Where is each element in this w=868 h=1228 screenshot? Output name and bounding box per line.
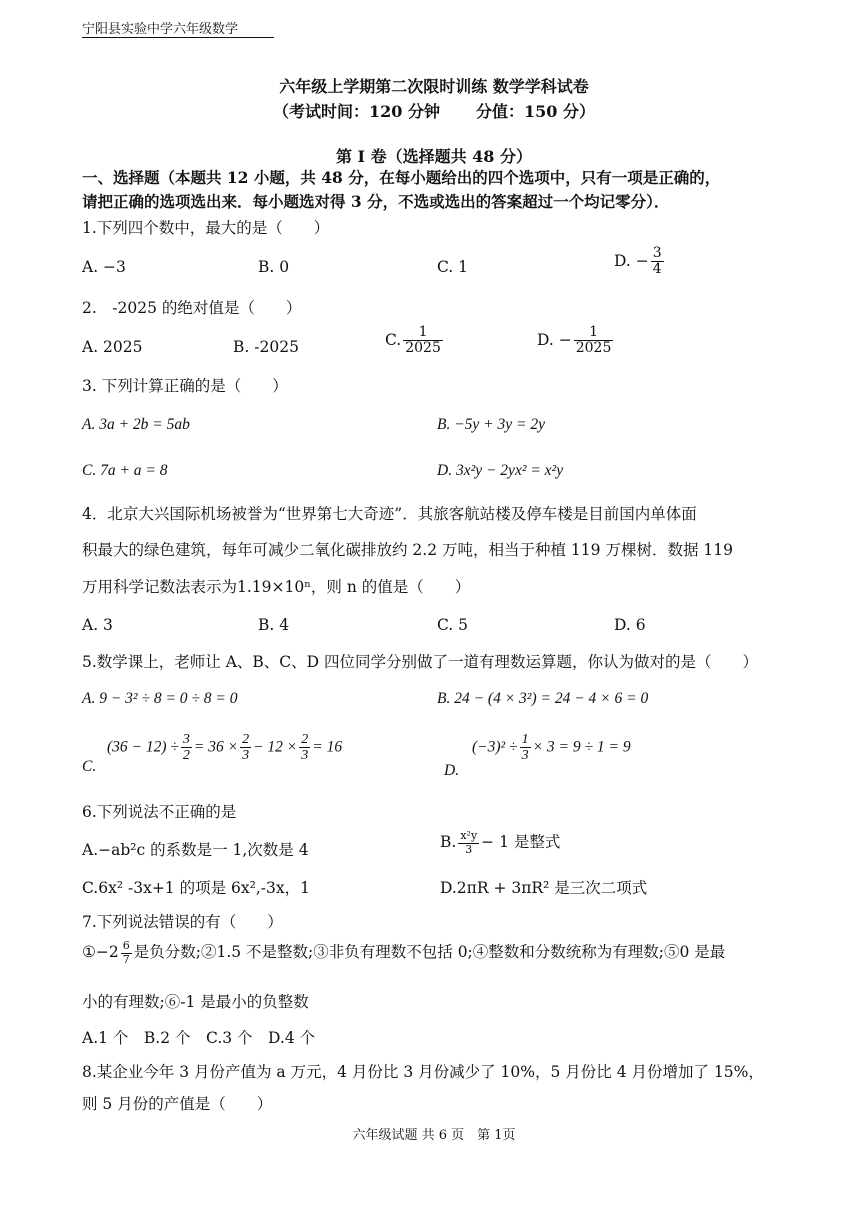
q5-option-c-fraction-2 bbox=[240, 732, 251, 764]
q7-statement-1-fraction bbox=[121, 940, 132, 965]
q5-option-c-fraction-3-den: 3 bbox=[301, 748, 309, 764]
q1-option-b: B. 0 bbox=[258, 258, 290, 276]
q5-option-c-part-3: − 12 × bbox=[253, 738, 298, 756]
q6-option-b-denominator: 3 bbox=[465, 842, 473, 856]
q5-option-c-fraction-2-den: 3 bbox=[242, 748, 250, 764]
q8-line-2: 则 5 月份的产值是（ ） bbox=[82, 1095, 273, 1113]
q2-stem: 2. -2025 的绝对值是（ ） bbox=[82, 299, 302, 317]
q1-option-d-numerator: 3 bbox=[652, 245, 662, 261]
q5-option-c bbox=[107, 732, 342, 764]
q7-statements-line-2: 小的有理数;⑥-1 是最小的负整数 bbox=[82, 993, 309, 1011]
q5-option-c-fraction-1 bbox=[181, 732, 192, 764]
q6-option-b-numerator: x²y bbox=[460, 829, 478, 843]
q7-stem: 7.下列说法错误的有（ ） bbox=[82, 913, 283, 931]
q5-option-d-fraction bbox=[520, 732, 531, 764]
section-instructions-2: 请把正确的选项选出来．每小题选对得 3 分，不选或选出的答案超过一个均记零分）． bbox=[82, 192, 670, 211]
exam-score: 分值：150 分） bbox=[476, 102, 595, 121]
q6-option-b bbox=[440, 830, 560, 856]
q5-option-a: A. 9 − 3² ÷ 8 = 0 ÷ 8 = 0 bbox=[82, 690, 238, 707]
q7-statements-line-1 bbox=[82, 940, 725, 966]
q5-option-d bbox=[472, 732, 631, 764]
q6-option-c: C.6x² -3x+1 的项是 6x²,-3x，1 bbox=[82, 879, 310, 897]
q7-statement-1-numerator: 6 bbox=[122, 939, 130, 953]
q2-option-d-prefix: D. − bbox=[537, 330, 572, 349]
q5-option-c-fraction-1-num: 3 bbox=[182, 732, 190, 747]
exam-title: 六年级上学期第二次限时训练 数学学科试卷 bbox=[279, 77, 589, 96]
q1-option-d bbox=[614, 246, 666, 278]
q5-option-d-fraction-den: 3 bbox=[521, 748, 529, 764]
q2-option-d-numerator: 1 bbox=[574, 325, 614, 341]
q4-option-b: B. 4 bbox=[258, 616, 290, 634]
q3-option-a: A. 3a + 2b = 5ab bbox=[82, 416, 190, 433]
exam-info bbox=[0, 99, 868, 122]
q5-option-c-part-2: = 36 × bbox=[193, 738, 239, 756]
q5-option-c-fraction-2-num: 2 bbox=[242, 732, 250, 747]
q2-option-a: A. 2025 bbox=[82, 338, 143, 356]
school-header: 宁阳县实验中学六年级数学 bbox=[82, 22, 239, 37]
q6-option-b-fraction bbox=[458, 830, 479, 855]
q1-option-d-prefix: D. − bbox=[614, 251, 649, 270]
q1-option-d-fraction bbox=[651, 246, 664, 278]
q5-option-c-fraction-1-den: 2 bbox=[182, 748, 190, 764]
q5-option-c-fraction-3-num: 2 bbox=[301, 732, 309, 747]
q3-stem: 3. 下列计算正确的是（ ） bbox=[82, 377, 288, 395]
q5-option-b: B. 24 − (4 × 3²) = 24 − 4 × 6 = 0 bbox=[437, 690, 649, 707]
q4-option-c: C. 5 bbox=[437, 616, 469, 634]
q7-options: A.1 个 B.2 个 C.3 个 D.4 个 bbox=[82, 1029, 316, 1047]
q5-option-c-part-1: (36 − 12) ÷ bbox=[107, 738, 179, 756]
q2-option-d-denominator: 2025 bbox=[575, 340, 612, 357]
q5-option-d-label: D. bbox=[444, 762, 460, 779]
q3-option-b: B. −5y + 3y = 2y bbox=[437, 416, 545, 433]
q5-option-c-part-4: = 16 bbox=[312, 738, 343, 756]
q5-option-d-fraction-num: 1 bbox=[521, 732, 529, 747]
q2-option-c-prefix: C. bbox=[385, 330, 402, 349]
section-instructions-1: 一、选择题（本题共 12 小题，共 48 分，在每小题给出的四个选项中，只有一项是正确的， bbox=[82, 168, 721, 187]
q4-line-2: 积最大的绿色建筑，每年可减少二氧化碳排放约 2.2 万吨，相当于种植 119 万棵树．数据 119 bbox=[82, 541, 733, 559]
q2-option-c bbox=[385, 325, 445, 357]
q3-option-d: D. 3x²y − 2yx² = x²y bbox=[437, 462, 564, 479]
q4-option-a: A. 3 bbox=[82, 616, 113, 634]
q1-stem: 1.下列四个数中，最大的是（ ） bbox=[82, 219, 330, 237]
q6-stem: 6.下列说法不正确的是 bbox=[82, 803, 237, 821]
page-footer: 六年级试题 共 6 页 第 1页 bbox=[352, 1128, 516, 1143]
q6-option-d: D.2πR + 3πR² 是三次二项式 bbox=[440, 879, 648, 897]
q4-line-1: 4．北京大兴国际机场被誉为“世界第七大奇迹”．其旅客航站楼及停车楼是目前国内单体面 bbox=[82, 505, 697, 523]
q2-option-b: B. -2025 bbox=[233, 338, 299, 356]
q5-stem: 5.数学课上，老师让 A、B、C、D 四位同学分别做了一道有理数运算题，你认为做对的是（ ） bbox=[82, 653, 759, 671]
q1-option-a: A. −3 bbox=[82, 258, 126, 276]
q6-option-b-suffix: − 1 是整式 bbox=[481, 833, 561, 851]
q2-option-d bbox=[537, 325, 615, 357]
q5-option-d-part-1: (−3)² ÷ bbox=[472, 738, 518, 756]
q5-option-d-part-2: × 3 = 9 ÷ 1 = 9 bbox=[532, 738, 631, 756]
q2-option-d-fraction bbox=[574, 325, 614, 357]
q1-option-c: C. 1 bbox=[437, 258, 469, 276]
q6-option-a: A.−ab²c 的系数是一 1,次数是 4 bbox=[82, 841, 309, 859]
q2-option-c-denominator: 2025 bbox=[405, 340, 441, 357]
q4-line-3: 万用科学记数法表示为1.19×10ⁿ，则 n 的值是（ ） bbox=[82, 578, 471, 596]
q6-option-b-prefix: B. bbox=[440, 833, 457, 851]
q3-option-c: C. 7a + a = 8 bbox=[82, 462, 168, 479]
exam-time: （考试时间：120 分钟 bbox=[273, 102, 440, 121]
q1-option-d-denominator: 4 bbox=[652, 261, 662, 278]
q5-option-c-fraction-3 bbox=[299, 732, 310, 764]
q8-line-1: 8.某企业今年 3 月份产值为 a 万元，4 月份比 3 月份减少了 10%，5 月份比 4 月份增加了 15%， bbox=[82, 1063, 764, 1081]
q4-option-d: D. 6 bbox=[614, 616, 646, 634]
q7-statement-1-prefix: ①−2 bbox=[82, 943, 119, 961]
q5-option-c-label: C. bbox=[82, 758, 97, 775]
q7-statement-1-denominator: 7 bbox=[122, 952, 130, 966]
header-underline bbox=[82, 37, 274, 38]
q2-option-c-numerator: 1 bbox=[403, 325, 443, 341]
q2-option-c-fraction bbox=[403, 325, 443, 357]
part-title: 第 I 卷（选择题共 48 分） bbox=[335, 147, 533, 166]
q7-statements-rest: 是负分数;②1.5 不是整数;③非负有理数不包括 0;④整数和分数统称为有理数;⑤0 是最 bbox=[133, 943, 726, 961]
